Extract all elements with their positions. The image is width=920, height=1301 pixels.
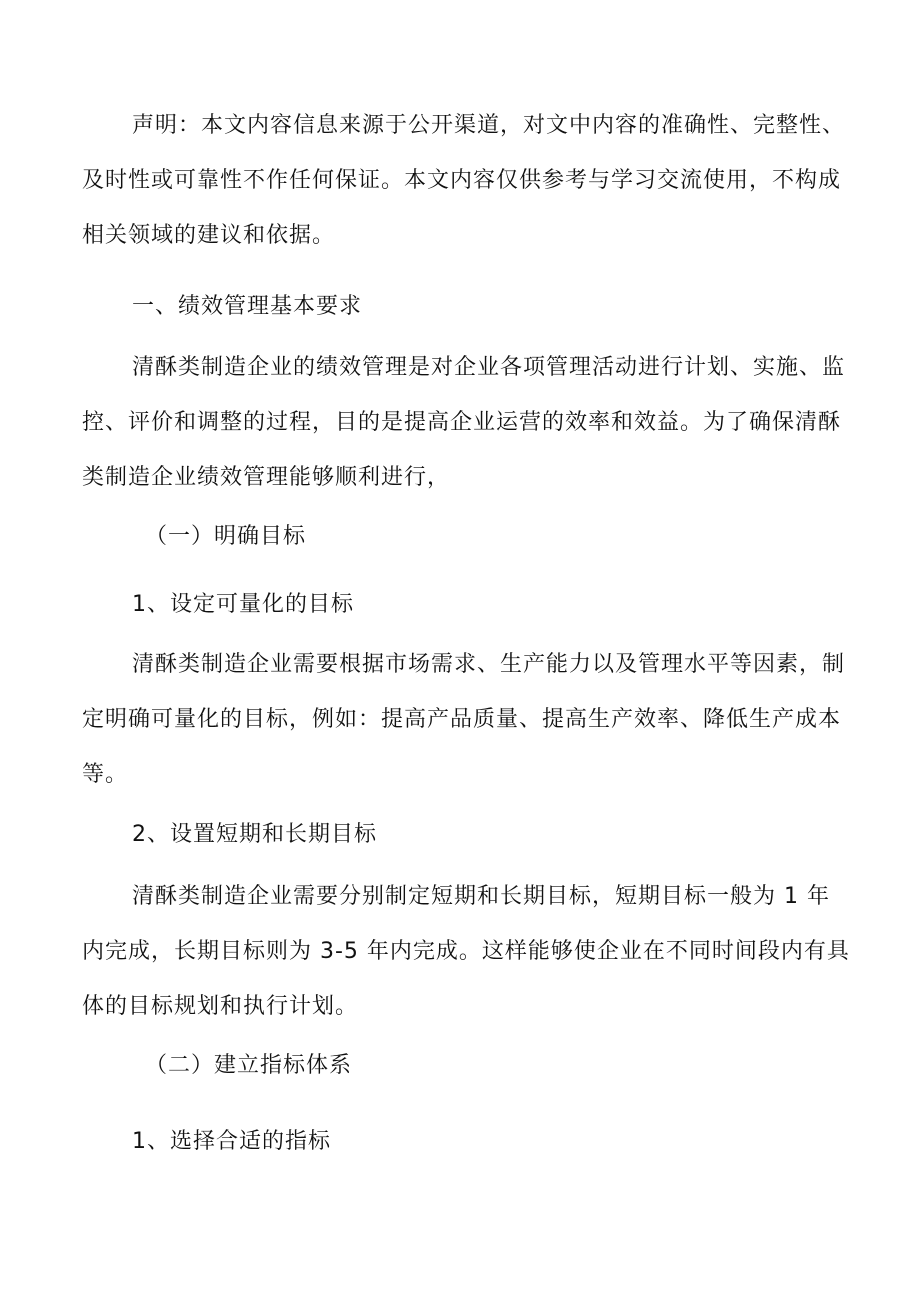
section-1-intro-paragraph: 清酥类制造企业的绩效管理是对企业各项管理活动进行计划、实施、监控、评价和调整的过程，目的是提高企业运营的效率和效益。为了确保清酥类制造企业绩效管理能够顺利进行， xyxy=(82,355,846,490)
subsection-2-heading: （二）建立指标体系 xyxy=(145,1053,353,1078)
item-2-paragraph: 清酥类制造企业需要分别制定短期和长期目标，短期目标一般为 1 年内完成，长期目标则为 3-5 年内完成。这样能够使企业在不同时间段内有具体的目标规划和执行计划。 xyxy=(82,884,850,1019)
item-2-heading: 2、设置短期和长期目标 xyxy=(132,822,377,847)
disclaimer-paragraph: 声明：本文内容信息来源于公开渠道，对文中内容的准确性、完整性、及时性或可靠性不作任何保证。本文内容仅供参考与学习交流使用，不构成相关领域的建议和依据。 xyxy=(82,113,846,248)
item-1-heading: 1、设定可量化的目标 xyxy=(132,592,354,617)
section-1-heading: 一、绩效管理基本要求 xyxy=(132,294,363,319)
subsection-1-heading: （一）明确目标 xyxy=(145,524,307,549)
item-3-heading: 1、选择合适的指标 xyxy=(132,1129,331,1154)
item-1-paragraph: 清酥类制造企业需要根据市场需求、生产能力以及管理水平等因素，制定明确可量化的目标，例如：提高产品质量、提高生产效率、降低生产成本等。 xyxy=(82,652,846,787)
